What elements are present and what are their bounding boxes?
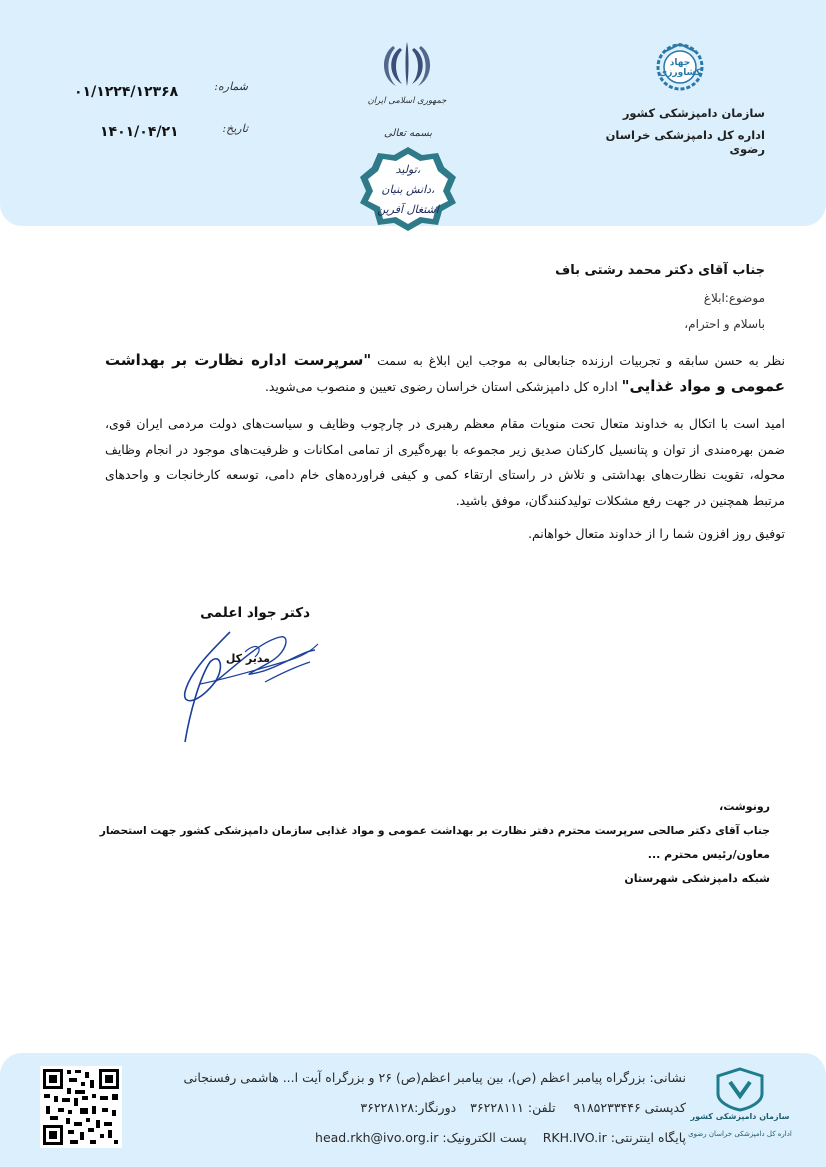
greeting: باسلام و احترام، — [684, 317, 765, 331]
paragraph-1-end: اداره کل دامپزشکی استان خراسان رضوی تعیین و منصوب می‌شوید. — [264, 378, 622, 394]
bism-text: بسمه تعالی — [383, 128, 433, 139]
paragraph-2: امید است با اتکال به خداوند متعال تحت منویات مقام معظم رهبری در چارچوب وظایف و سیاست‌های دولت مردمی ایران قوی، ضمن بهره‌مندی از توان و پتانسیل کارکنان صدیق زیر مجموعه با بهره‌گیری از تمامی امکانات و ظرفیت‌های موجود در انجام وظایف محوله، تقویت نظارت‌های بهداشتی و تلاش در راستای ارتقاء کمی و کیفی فراورده‌های خام دامی، توسعه کارخانجات و واحدهای مرتبط همچنین در جهت رفع مشکلات تولیدکنندگان، موفق باشید. — [105, 416, 785, 508]
letter-date: ۱۴۰۱/۰۴/۲۱ — [100, 124, 179, 140]
subject-line: موضوع:ابلاغ — [703, 291, 765, 305]
number-label: شماره: — [214, 80, 248, 93]
paragraph-3: توفیق روز افزون شما را از خداوند متعال خواهانم. — [528, 526, 785, 541]
org-name-line2: اداره کل دامپزشکی خراسان رضوی — [605, 128, 765, 156]
cc-line-3: شبکه دامپزشکی شهرستان — [624, 872, 770, 885]
slogan-medallion — [356, 145, 460, 233]
jahad-logo-text: جهاد کشاورزی — [659, 58, 701, 78]
slogan-line-3: اشتغال آفرین — [377, 203, 439, 216]
footer-logo-text-2: اداره کل دامپزشکی خراسان رضوی — [688, 1130, 792, 1138]
paragraph-1-intro: نظر به حسن سابقه و تجربیات ارزنده جنابعالی به موجب این ابلاغ به سمت — [371, 353, 785, 368]
emblem-caption: جمهوری اسلامی ایران — [367, 96, 447, 106]
fax-label: دورنگار: — [414, 1100, 457, 1115]
postal-label: کدپستی — [644, 1100, 686, 1115]
cc-line-1: جناب آقای دکتر صالحی سرپرست محترم دفتر نظارت بر بهداشت عمومی و مواد غذایی سازمان دامپزشکی کشور جهت استحضار — [99, 824, 770, 837]
footer-address: نشانی: بزرگراه پیامبر اعظم (ص)، بین پیامبر اعظم(ص) ۲۶ و بزرگراه آیت ا... هاشمی رفسنجانی — [183, 1070, 686, 1085]
website-link[interactable]: RKH.IVO.ir — [542, 1130, 607, 1145]
handwritten-signature — [170, 622, 330, 747]
footer-web-line — [140, 1130, 686, 1145]
footer-logo-text-1: سازمان دامپزشکی کشور — [690, 1112, 790, 1121]
paragraph-1 — [105, 348, 785, 402]
date-label: تاریخ: — [222, 122, 248, 135]
footer-contact-line — [140, 1100, 686, 1115]
qr-code — [40, 1066, 122, 1148]
phone-label: تلفن: — [527, 1100, 556, 1115]
phone-number: ۳۶۲۲۸۱۱۱ — [470, 1100, 524, 1115]
appointment-title: "سرپرست اداره نظارت بر بهداشت عمومی و مواد غذایی" — [105, 351, 785, 395]
slogan-line-1: تولید، — [395, 163, 421, 176]
fax-number: ۳۶۲۲۸۱۲۸ — [360, 1100, 415, 1115]
addressee: جناب آقای دکتر محمد رشتی باف — [555, 263, 765, 278]
cc-heading: رونوشت، — [719, 800, 770, 813]
iran-emblem-icon — [378, 38, 436, 90]
email-link[interactable]: head.rkh@ivo.org.ir — [315, 1130, 439, 1145]
signatory-name: دکتر جواد اعلمی — [200, 605, 310, 621]
slogan-line-2: دانش بنیان، — [381, 183, 435, 196]
cc-line-2: معاون/رئیس محترم ... — [647, 848, 770, 861]
org-name-line1: سازمان دامپزشکی کشور — [622, 106, 765, 120]
veterinary-org-logo — [710, 1066, 770, 1112]
website-label: پایگاه اینترنتی: — [610, 1130, 686, 1145]
letter-number: ۰۱/۱۲۲۴/۱۲۳۶۸ — [74, 84, 179, 100]
postal-code: ۹۱۸۵۲۳۳۴۴۶ — [573, 1100, 641, 1115]
jahad-keshavarzi-logo — [650, 40, 710, 94]
email-label: پست الکترونیک: — [442, 1130, 527, 1145]
signatory-title: مدیر کل — [225, 652, 270, 665]
